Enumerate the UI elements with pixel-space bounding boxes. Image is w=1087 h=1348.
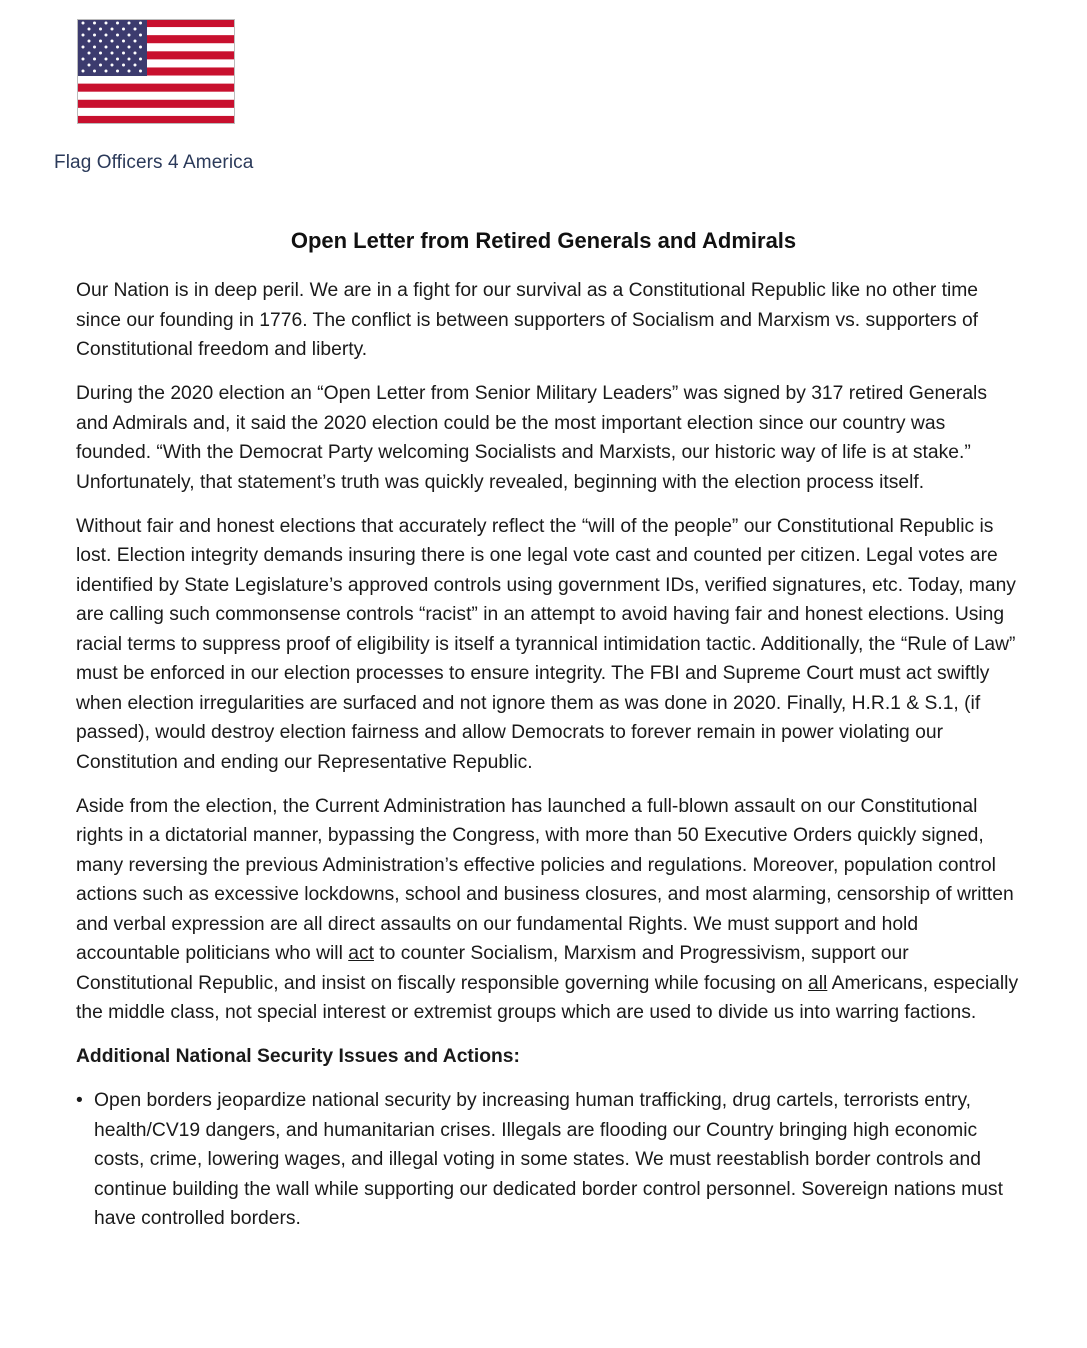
bullet-icon: • bbox=[76, 1090, 83, 1111]
list-item-text: Open borders jeopardize national security by increasing human trafficking, drug cartels, terrorists entry, health/CV19 dangers, and humanitarian crises. Illegals are flooding our Country bringing high economic costs, crime, lowering wages, and illegal voting in some states. We must reestablish border controls and continue building the wall while supporting our dedicated border control personnel. Sovereign nations must have controlled borders. bbox=[94, 1090, 1003, 1229]
paragraph-2: During the 2020 election an “Open Letter from Senior Military Leaders” was signed by 317 retired Generals and Admirals and, it said the 2020 election could be the most important election since our country was founded. “With the Democrat Party welcoming Socialists and Marxists, our historic way of life is at stake.” Unfortunately, that statement’s truth was quickly revealed, beginning with the election process itself. bbox=[76, 383, 987, 493]
paragraph-4-text-c: Americans, especially the middle class, not special interest or extremist groups which are used to divide us into warring factions. bbox=[76, 972, 1019, 1023]
list-item bbox=[76, 1086, 1024, 1234]
paragraph-3: Without fair and honest elections that accurately reflect the “will of the people” our Constitutional Republic is lost. Election integrity demands insuring there is one legal vote cast and counted per citizen. Legal votes are identified by State Legislature’s approved controls using government IDs, verified signatures, etc. Today, many are calling such commonsense controls “racist” in an attempt to avoid having fair and honest elections. Using racial terms to suppress proof of eligibility is itself a tyrannical intimidation tactic. Additionally, the “Rule of Law” must be enforced in our election processes to ensure integrity. The FBI and Supreme Court must act swiftly when election irregularities are surfaced and not ignore them as was done in 2020. Finally, H.R.1 & S.1, (if passed), would destroy election fairness and allow Democrats to forever remain in power violating our Constitution and ending our Representative Republic. bbox=[76, 515, 1016, 773]
organization-name: Flag Officers 4 America bbox=[54, 152, 254, 173]
us-flag-icon bbox=[77, 19, 235, 124]
section-heading: Additional National Security Issues and Actions: bbox=[76, 1046, 520, 1067]
paragraph-4-text-b: to counter Socialism, Marxism and Progressivism, support our Constitutional Republic, and insist on fiscally responsible governing while focusing on bbox=[76, 943, 909, 994]
underlined-word-act: act bbox=[348, 943, 374, 964]
paragraph-1: Our Nation is in deep peril. We are in a fight for our survival as a Constitutional Republic like no other time since our founding in 1776. The conflict is between supporters of Socialism and Marxism vs. supporters of Constitutional freedom and liberty. bbox=[76, 280, 979, 360]
paragraph-4 bbox=[76, 792, 1024, 1028]
page-title: Open Letter from Retired Generals and Admirals bbox=[290, 228, 797, 253]
letter-body bbox=[76, 276, 1024, 1234]
paragraph-4-text-a: Aside from the election, the Current Administration has launched a full-blown assault on our Constitutional rights in a dictatorial manner, bypassing the Congress, with more than 50 Executive Orders quickly signed, many reversing the previous Administration’s effective policies and regulations. Moreover, population control actions such as excessive lockdowns, school and business closures, and most alarming, censorship of written and verbal expression are all direct assaults on our fundamental Rights. We must support and hold accountable politicians who will bbox=[76, 795, 1014, 964]
underlined-word-all: all bbox=[808, 972, 828, 994]
